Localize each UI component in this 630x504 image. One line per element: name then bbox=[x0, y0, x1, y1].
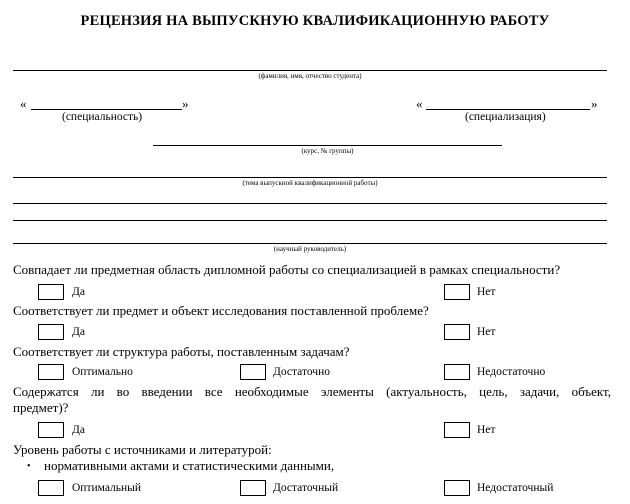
supervisor-line[interactable] bbox=[13, 243, 607, 244]
q1-no-label: Нет bbox=[477, 286, 496, 298]
q4-yes-checkbox[interactable] bbox=[38, 422, 64, 438]
q1-no-checkbox[interactable] bbox=[444, 284, 470, 300]
q2-yes-checkbox[interactable] bbox=[38, 324, 64, 340]
question-5-subitem: нормативными актами и статистическими данными, bbox=[44, 458, 335, 473]
q3-optimal-checkbox[interactable] bbox=[38, 364, 64, 380]
specialty-line[interactable] bbox=[31, 109, 182, 110]
q3-optimal-label: Оптимально bbox=[72, 366, 133, 378]
q5-sufficient-label: Достаточный bbox=[273, 482, 339, 494]
question-2: Соответствует ли предмет и объект исследования поставленной проблеме? bbox=[13, 303, 429, 318]
specialty-close-quote: » bbox=[182, 96, 189, 111]
topic-line-3[interactable] bbox=[13, 220, 607, 221]
question-3: Соответствует ли структура работы, поставленным задачам? bbox=[13, 344, 350, 359]
question-5: Уровень работы с источниками и литературой: bbox=[13, 442, 272, 457]
bullet-icon: • bbox=[27, 461, 31, 472]
specialization-open-quote: « bbox=[416, 96, 423, 111]
q3-sufficient-label: Достаточно bbox=[273, 366, 330, 378]
question-4-line-1: Содержатся ли во введении все необходимые элементы (актуальность, цель, задачи, объект, bbox=[13, 384, 611, 399]
group-line[interactable] bbox=[153, 145, 502, 146]
page-title: РЕЦЕНЗИЯ НА ВЫПУСКНУЮ КВАЛИФИКАЦИОННУЮ РАБОТУ bbox=[80, 13, 550, 29]
specialty-open-quote: « bbox=[20, 96, 27, 111]
topic-line[interactable] bbox=[13, 177, 607, 178]
q5-insufficient-checkbox[interactable] bbox=[444, 480, 470, 496]
specialization-caption: (специализация) bbox=[465, 111, 546, 123]
q4-no-label: Нет bbox=[477, 424, 496, 436]
specialty-caption: (специальность) bbox=[62, 111, 143, 123]
q3-insufficient-checkbox[interactable] bbox=[444, 364, 470, 380]
q2-no-checkbox[interactable] bbox=[444, 324, 470, 340]
specialization-line[interactable] bbox=[426, 109, 590, 110]
q5-optimal-checkbox[interactable] bbox=[38, 480, 64, 496]
q5-optimal-label: Оптимальный bbox=[72, 482, 142, 494]
specialization-close-quote: » bbox=[591, 96, 598, 111]
group-caption: (курс, № группы) bbox=[301, 147, 354, 155]
q2-yes-label: Да bbox=[72, 326, 85, 338]
student-name-line[interactable] bbox=[13, 70, 607, 71]
q4-yes-label: Да bbox=[72, 424, 85, 436]
q5-insufficient-label: Недостаточный bbox=[477, 482, 554, 494]
q2-no-label: Нет bbox=[477, 326, 496, 338]
q1-yes-checkbox[interactable] bbox=[38, 284, 64, 300]
q4-no-checkbox[interactable] bbox=[444, 422, 470, 438]
supervisor-caption: (научный руководитель) bbox=[273, 245, 347, 253]
q5-sufficient-checkbox[interactable] bbox=[240, 480, 266, 496]
q3-sufficient-checkbox[interactable] bbox=[240, 364, 266, 380]
topic-caption: (тема выпускной квалификационной работы) bbox=[242, 179, 378, 187]
q3-insufficient-label: Недостаточно bbox=[477, 366, 546, 378]
question-4-line-2: предмет)? bbox=[13, 400, 69, 415]
question-1: Совпадает ли предметная область дипломной работы со специализацией в рамках специальности? bbox=[13, 262, 561, 277]
student-name-caption: (фамилия, имя, отчество студента) bbox=[258, 72, 362, 80]
topic-line-2[interactable] bbox=[13, 203, 607, 204]
q1-yes-label: Да bbox=[72, 286, 85, 298]
